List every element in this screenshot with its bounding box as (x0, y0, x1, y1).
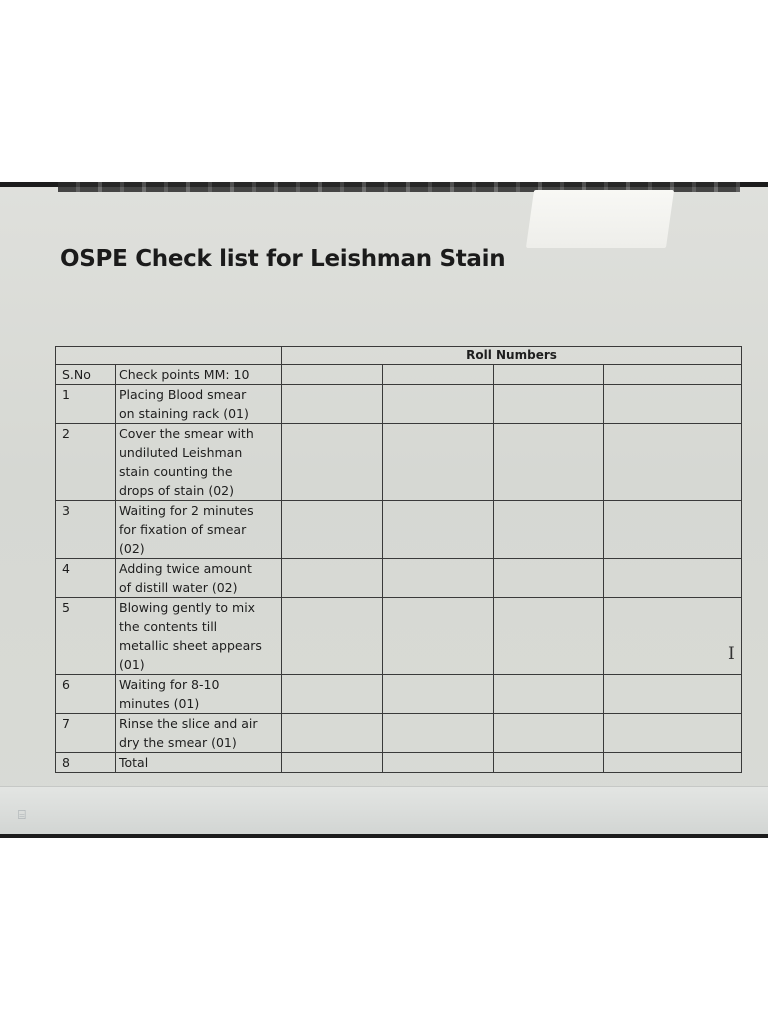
roll-cell[interactable] (494, 714, 604, 753)
roll-cell[interactable] (383, 365, 494, 385)
roll-cell[interactable] (494, 753, 604, 773)
roll-cell[interactable] (494, 424, 604, 501)
row-sno: 7 (56, 714, 116, 753)
roll-cell[interactable] (604, 753, 742, 773)
roll-cell[interactable] (604, 559, 742, 598)
roll-cell[interactable] (383, 675, 494, 714)
roll-cell[interactable] (604, 365, 742, 385)
row-sno: 8 (56, 753, 116, 773)
screen-glare (526, 190, 674, 248)
row-checkpoint: Cover the smear with undiluted Leishman stain counting the drops of stain (02) (116, 424, 282, 501)
text-cursor-icon: I (728, 644, 735, 664)
table-row (56, 714, 742, 753)
roll-cell[interactable] (282, 365, 383, 385)
roll-cell[interactable] (282, 385, 383, 424)
row-checkpoint: Total (116, 753, 282, 773)
roll-cell[interactable] (282, 598, 383, 675)
row-sno: 4 (56, 559, 116, 598)
table-row (56, 501, 742, 559)
roll-cell[interactable] (383, 714, 494, 753)
row-sno: 6 (56, 675, 116, 714)
table-row (56, 598, 742, 675)
table-row (56, 675, 742, 714)
roll-cell[interactable] (494, 365, 604, 385)
roll-cell[interactable] (383, 753, 494, 773)
table-header-row (56, 347, 742, 365)
document-title: OSPE Check list for Leishman Stain (60, 246, 506, 272)
table-subheader-row (56, 365, 742, 385)
table-row (56, 424, 742, 501)
roll-cell[interactable] (494, 559, 604, 598)
row-checkpoint: Blowing gently to mix the contents till metallic sheet appears (01) (116, 598, 282, 675)
roll-cell[interactable] (282, 753, 383, 773)
table-row (56, 385, 742, 424)
row-sno: 2 (56, 424, 116, 501)
roll-cell[interactable] (282, 675, 383, 714)
roll-cell[interactable] (282, 559, 383, 598)
roll-cell[interactable] (604, 598, 742, 675)
roll-cell[interactable] (604, 675, 742, 714)
table-row (56, 753, 742, 773)
row-checkpoint: Rinse the slice and air dry the smear (01) (116, 714, 282, 753)
roll-cell[interactable] (604, 385, 742, 424)
roll-cell[interactable] (604, 501, 742, 559)
roll-cell[interactable] (494, 501, 604, 559)
roll-cell[interactable] (282, 501, 383, 559)
roll-cell[interactable] (604, 424, 742, 501)
roll-cell[interactable] (383, 559, 494, 598)
row-checkpoint: Adding twice amount of distill water (02) (116, 559, 282, 598)
roll-cell[interactable] (282, 424, 383, 501)
header-blank-cell (56, 347, 282, 365)
roll-numbers-header: Roll Numbers (282, 347, 742, 365)
row-sno: 5 (56, 598, 116, 675)
roll-cell[interactable] (383, 385, 494, 424)
roll-cell[interactable] (494, 598, 604, 675)
monitor-screen-photo (0, 182, 768, 838)
row-checkpoint: Waiting for 2 minutes for fixation of smear (02) (116, 501, 282, 559)
row-sno: 3 (56, 501, 116, 559)
roll-cell[interactable] (494, 675, 604, 714)
row-checkpoint: Waiting for 8-10 minutes (01) (116, 675, 282, 714)
roll-cell[interactable] (383, 598, 494, 675)
roll-cell[interactable] (494, 385, 604, 424)
roll-cell[interactable] (604, 714, 742, 753)
roll-cell[interactable] (282, 714, 383, 753)
app-icon[interactable]: ⌸ (18, 807, 26, 822)
roll-cell[interactable] (383, 424, 494, 501)
sno-column-header: S.No (56, 365, 116, 385)
checkpoints-column-header: Check points MM: 10 (116, 365, 282, 385)
monitor-bezel-bottom (0, 834, 768, 838)
row-sno: 1 (56, 385, 116, 424)
checklist-table[interactable] (55, 346, 742, 773)
roll-cell[interactable] (383, 501, 494, 559)
row-checkpoint: Placing Blood smear on staining rack (01) (116, 385, 282, 424)
table-row (56, 559, 742, 598)
taskbar (0, 786, 768, 835)
